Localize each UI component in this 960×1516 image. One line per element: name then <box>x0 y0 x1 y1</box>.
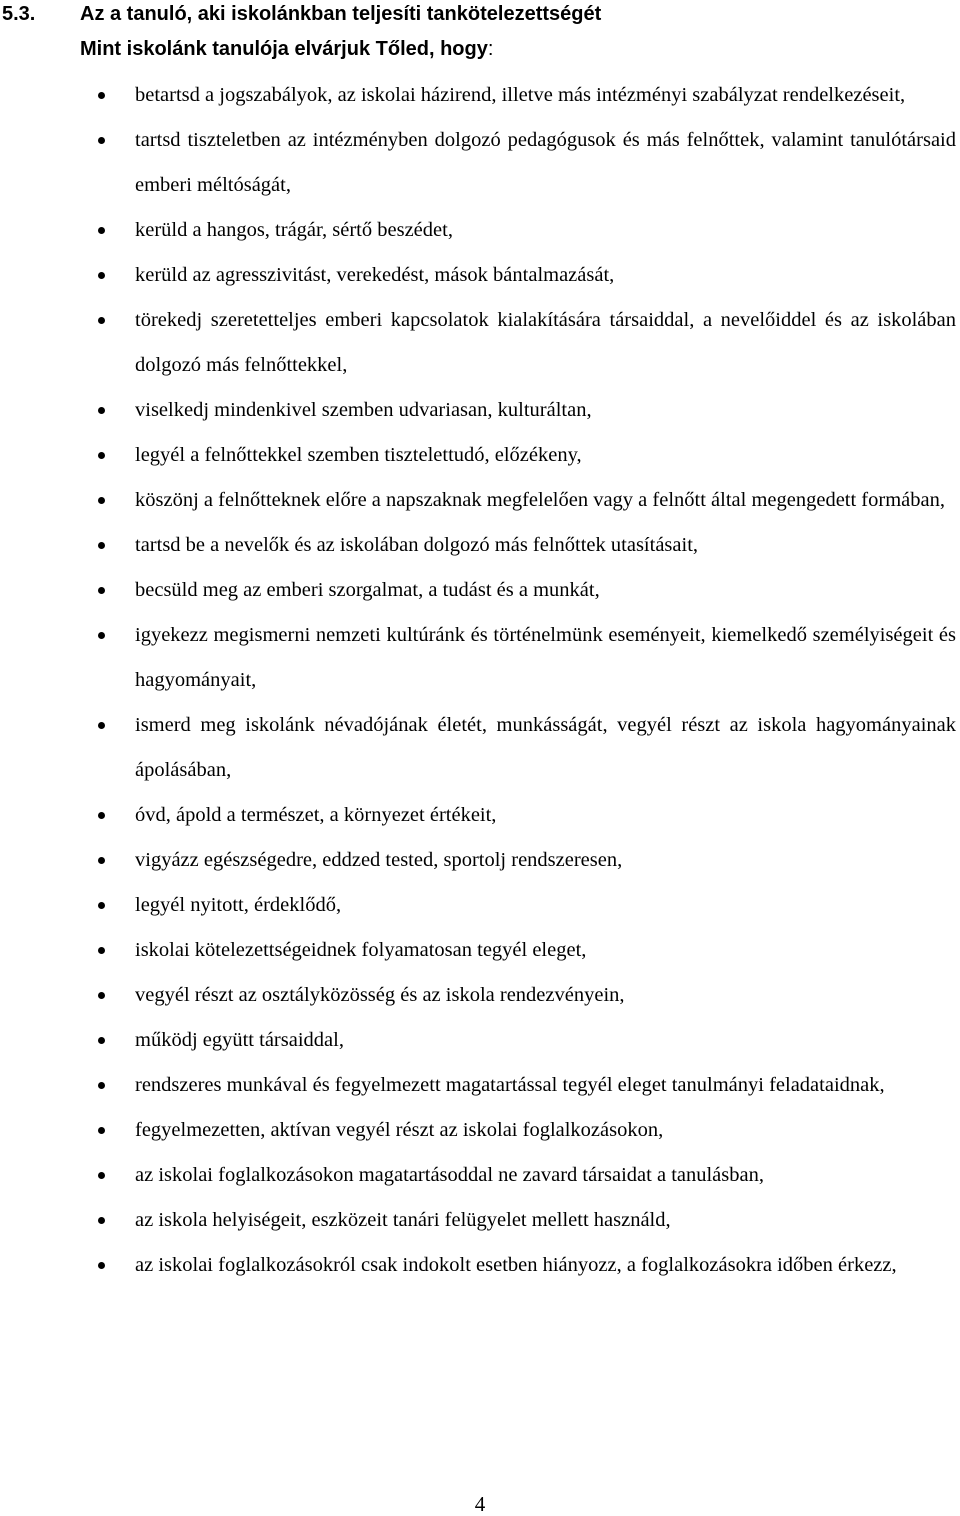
list-item <box>0 208 960 253</box>
bullet-icon <box>98 497 105 504</box>
list-item-text: az iskola helyiségeit, eszközeit tanári felügyelet mellett használd, <box>135 1209 671 1231</box>
bullet-icon <box>98 902 105 909</box>
list-item-text: az iskolai foglalkozásokon magatartásoddal ne zavard társaidat a tanulásban, <box>135 1164 764 1186</box>
list-item-text: becsüld meg az emberi szorgalmat, a tudást és a munkát, <box>135 579 600 601</box>
bullet-icon <box>98 1172 105 1179</box>
bullet-icon <box>98 992 105 999</box>
list-item-text: fegyelmezetten, aktívan vegyél részt az iskolai foglalkozásokon, <box>135 1119 664 1141</box>
list-item-text: rendszeres munkával és fegyelmezett magatartással tegyél eleget tanulmányi feladataidnak, <box>135 1074 885 1096</box>
bullet-icon <box>98 812 105 819</box>
list-item-text: köszönj a felnőtteknek előre a napszaknak megfelelően vagy a felnőtt által megengedett formában, <box>135 489 945 511</box>
list-item-text: igyekezz megismerni nemzeti kultúránk és történelmünk eseményeit, kiemelkedő személyiségeit és hagyományait, <box>135 624 956 691</box>
list-item-text: óvd, ápold a természet, a környezet értékeit, <box>135 804 497 826</box>
bullet-icon <box>98 137 105 144</box>
bullet-icon <box>98 227 105 234</box>
bullet-icon <box>98 407 105 414</box>
list-item <box>0 73 960 118</box>
bullet-icon <box>98 1262 105 1269</box>
bullet-icon <box>98 947 105 954</box>
list-item <box>0 253 960 298</box>
bullet-icon <box>98 542 105 549</box>
page-number: 4 <box>474 1492 486 1516</box>
bullet-icon <box>98 452 105 459</box>
list-item <box>0 793 960 838</box>
list-item-text: tartsd be a nevelők és az iskolában dolgozó más felnőttek utasításait, <box>135 534 699 556</box>
list-item-text: legyél a felnőttekkel szemben tisztelettudó, előzékeny, <box>135 444 582 466</box>
section-intro <box>80 37 493 61</box>
list-item <box>0 838 960 883</box>
list-item <box>0 703 960 793</box>
list-item-text: működj együtt társaiddal, <box>135 1029 344 1051</box>
list-item-text: vegyél részt az osztályközösség és az iskola rendezvényein, <box>135 984 625 1006</box>
bullet-icon <box>98 1037 105 1044</box>
bullet-icon <box>98 1082 105 1089</box>
bullet-icon <box>98 92 105 99</box>
list-item <box>0 613 960 703</box>
bullet-icon <box>98 857 105 864</box>
section-title: Az a tanuló, aki iskolánkban teljesíti tankötelezettségét <box>80 3 602 25</box>
list-item <box>0 478 960 523</box>
bullet-icon <box>98 722 105 729</box>
list-item <box>0 973 960 1018</box>
list-item-text: kerüld a hangos, trágár, sértő beszédet, <box>135 219 453 241</box>
list-item <box>0 568 960 613</box>
intro-text: Mint iskolánk tanulója elvárjuk Tőled, hogy <box>80 38 488 60</box>
bullet-icon <box>98 587 105 594</box>
list-item-text: iskolai kötelezettségeidnek folyamatosan tegyél eleget, <box>135 939 587 961</box>
list-item <box>0 1108 960 1153</box>
bullet-icon <box>98 1217 105 1224</box>
list-item <box>0 298 960 388</box>
list-item-text: törekedj szeretetteljes emberi kapcsolatok kialakítására társaiddal, a nevelőiddel és az iskolában dolgozó más felnőttekkel, <box>135 309 956 376</box>
bullet-icon <box>98 272 105 279</box>
list-item-text: tartsd tiszteletben az intézményben dolgozó pedagógusok és más felnőttek, valamint tanulótársaid emberi méltóságát, <box>135 129 956 196</box>
list-item-text: viselkedj mindenkivel szemben udvariasan, kulturáltan, <box>135 399 592 421</box>
list-item <box>0 1243 960 1288</box>
list-item <box>0 523 960 568</box>
list-item <box>0 118 960 208</box>
bullet-icon <box>98 1127 105 1134</box>
list-item <box>0 388 960 433</box>
list-item <box>0 1153 960 1198</box>
list-item-text: kerüld az agresszivitást, verekedést, mások bántalmazását, <box>135 264 615 286</box>
list-item <box>0 928 960 973</box>
list-item-text: legyél nyitott, érdeklődő, <box>135 894 342 916</box>
list-item <box>0 1018 960 1063</box>
list-item-text: az iskolai foglalkozásokról csak indokolt esetben hiányozz, a foglalkozásokra időben érkezz, <box>135 1254 897 1276</box>
list-item-text: betartsd a jogszabályok, az iskolai házirend, illetve más intézményi szabályzat rendelkezéseit, <box>135 84 906 106</box>
list-item <box>0 883 960 928</box>
section-number: 5.3. <box>2 3 36 25</box>
list-item-text: ismerd meg iskolánk névadójának életét, munkásságát, vegyél részt az iskola hagyományainak ápolásában, <box>135 714 956 781</box>
list-item <box>0 1198 960 1243</box>
bullet-icon <box>98 632 105 639</box>
intro-colon: : <box>487 38 494 60</box>
list-item <box>0 433 960 478</box>
expectations-list <box>0 73 960 1288</box>
bullet-icon <box>98 317 105 324</box>
list-item <box>0 1063 960 1108</box>
list-item-text: vigyázz egészségedre, eddzed tested, sportolj rendszeresen, <box>135 849 623 871</box>
